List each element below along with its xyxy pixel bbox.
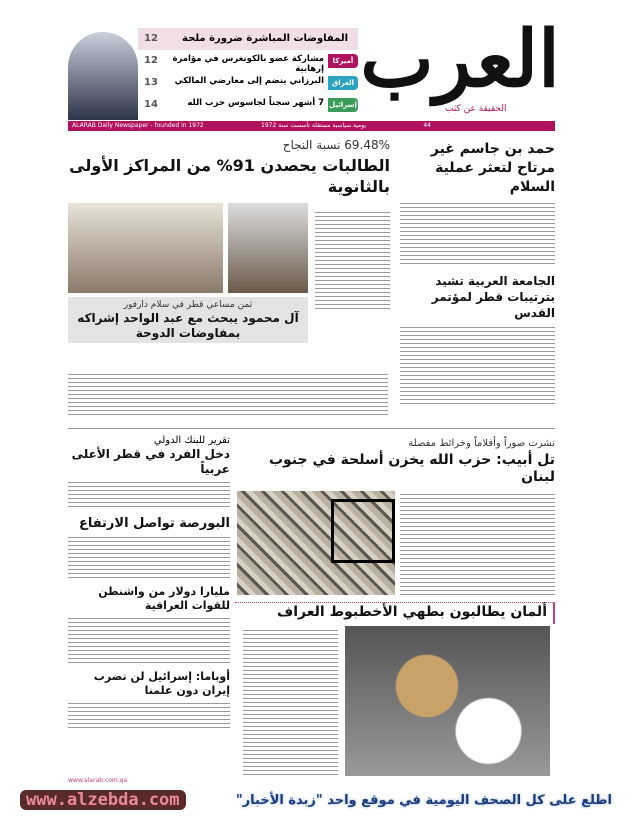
portrait-photo — [68, 32, 138, 120]
strip-english: ALARAB Daily Newspaper - founded in 1972 — [72, 122, 204, 129]
page-number: 13 — [144, 77, 158, 88]
teaser-item[interactable]: العراق البرزاني ينضم إلى معارضي المالكي — [158, 76, 358, 90]
octopus-photo — [345, 626, 550, 776]
kicker-darfur: ثمن مساعي قطر في سلام دارفور — [123, 300, 253, 310]
page-number: 14 — [144, 99, 158, 110]
page-count: 44 — [423, 122, 431, 129]
article-body — [400, 201, 555, 267]
teaser-item[interactable]: أميركا مشاركة عضو بالكونغرس في مؤامرة إرهابية — [158, 54, 358, 74]
promo-site-link[interactable]: www.alzebda.com — [20, 790, 186, 810]
right-column — [400, 140, 555, 405]
article-body — [400, 492, 555, 595]
divider — [68, 428, 555, 429]
kicker-worldbank: تقرير للبنك الدولي — [153, 435, 230, 446]
headline-obama[interactable]: أوباما: إسرائيل لن تضرب إيران دون علمنا — [93, 670, 230, 697]
germany-frame — [235, 602, 555, 624]
student-photo — [228, 203, 308, 293]
badge: العراق — [328, 76, 358, 90]
headline-darfur[interactable]: آل محمود يبحث مع عبد الواحد إشراكه بمفاوضات الدوحة — [77, 311, 299, 340]
newspaper-logo: العرب — [360, 14, 560, 105]
teaser-box — [68, 28, 358, 120]
headline-bourse[interactable]: البورصة تواصل الارتفاع — [78, 516, 230, 531]
promo-text: اطلع على كل الصحف اليومية في موقع واحد "زبدة الأخبار" — [235, 793, 612, 808]
article-body — [68, 701, 230, 729]
teaser-item[interactable]: إسرائيل 7 أشهر سجناً لجاسوس حزب الله — [158, 98, 358, 112]
article-body — [315, 210, 390, 310]
aerial-photo — [237, 491, 395, 595]
headline-worldbank[interactable]: دخل الفرد في قطر الأعلى عربياً — [71, 447, 230, 476]
headline-lebanon[interactable]: تل أبيب: حزب الله يخزن أسلحة في جنوب لبنان — [268, 452, 555, 485]
headline-iraq[interactable]: مليارا دولار من واشنطن للقوات العراقية — [98, 585, 230, 612]
article-body — [68, 535, 230, 579]
headline-hamad[interactable]: حمد بن جاسم غير مرتاح لتعثر عملية السلام — [430, 141, 555, 195]
darfur-box — [68, 297, 308, 343]
left-column — [68, 434, 230, 729]
article-body — [243, 628, 338, 776]
family-photo — [68, 203, 223, 293]
page-number: 12 — [144, 33, 158, 44]
promo-banner — [0, 788, 632, 818]
tagline: الحقيقة عن كثب — [445, 104, 507, 114]
headline-arab-league[interactable]: الجامعة العربية تشيد بترتيبات قطر لمؤتمر القدس — [431, 274, 555, 320]
headline-germany[interactable]: ألمان يطالبون بطهي الأخطبوط العراف — [276, 604, 547, 620]
small-url[interactable]: www.alarab.com.qa — [68, 777, 128, 784]
kicker-students: 69.48% نسبة النجاح — [282, 138, 390, 152]
article-body — [68, 372, 388, 417]
page-number: 12 — [144, 55, 158, 66]
article-body — [400, 325, 555, 405]
article-body — [68, 480, 230, 510]
headline-students[interactable]: الطالبات يحصدن 91% من المراكز الأولى بالثانوية — [69, 156, 390, 196]
teaser-top-headline[interactable]: المفاوضات المباشرة ضرورة ملحة — [138, 28, 358, 50]
kicker-lebanon: نشرت صوراً وأفلاماً وخرائط مفصلة — [408, 438, 555, 449]
badge: إسرائيل — [328, 98, 358, 112]
masthead-strip — [68, 121, 555, 131]
badge: أميركا — [328, 54, 358, 68]
article-body — [68, 616, 230, 664]
strip-arabic: يومية سياسية مستقلة تأسست سنة 1972 — [261, 122, 367, 129]
